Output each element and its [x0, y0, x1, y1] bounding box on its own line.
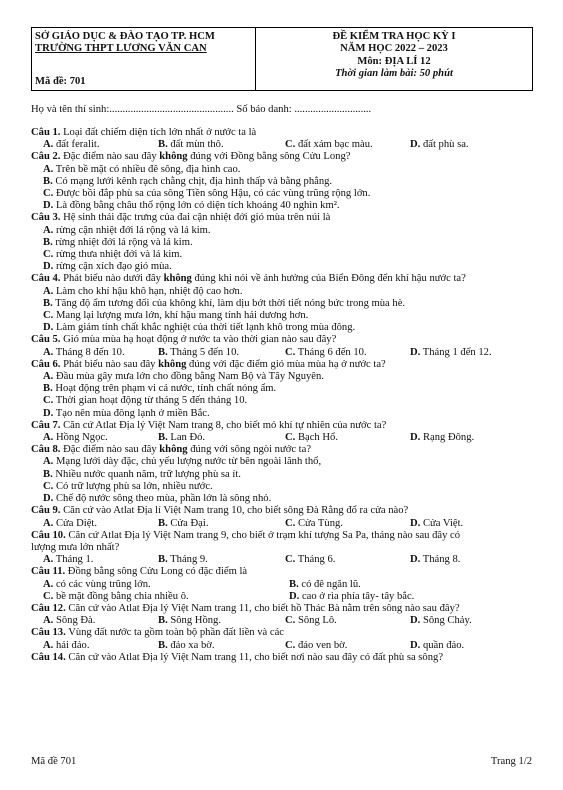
answer-option-a[interactable] — [31, 286, 533, 298]
option-text: Bạch Hổ. — [295, 432, 338, 444]
option-text: rừng nhiệt đới lá rộng và lá kim. — [52, 236, 193, 248]
option-letter: D. — [43, 261, 54, 273]
question-label: Câu 5. — [31, 334, 61, 346]
question-emphasis: không — [159, 444, 188, 456]
answer-option-c[interactable] — [285, 139, 410, 151]
answer-option-d[interactable] — [31, 408, 533, 420]
question-4 — [31, 273, 533, 334]
question-text: Hệ sinh thái đặc trưng của đai cận nhiệt đới gió mùa trên núi là — [60, 212, 331, 224]
header-left-box — [31, 27, 256, 91]
option-letter: B. — [43, 297, 53, 309]
options-row — [31, 591, 533, 603]
option-letter: D. — [410, 346, 421, 358]
answer-option-c[interactable] — [31, 310, 533, 322]
question-text: Đặc điểm nào sau đây — [60, 444, 160, 456]
question-emphasis: không — [158, 358, 187, 370]
option-text: Chế độ nước sông theo mùa, phần lớn là sông nhỏ. — [53, 493, 272, 505]
question-text: Căn cứ vào Atlat Địa lí Việt Nam trang 10, cho biết sông Đà Rằng đổ ra cửa nào? — [60, 505, 409, 517]
option-letter: D. — [410, 554, 421, 566]
option-text: Tháng 1 đến 12. — [420, 346, 492, 358]
answer-option-d[interactable] — [31, 200, 533, 212]
answer-option-c[interactable] — [285, 615, 410, 627]
option-letter: D. — [410, 517, 421, 529]
option-letter: D. — [410, 432, 421, 444]
option-letter: D. — [410, 139, 421, 151]
question-text: Vùng đất nước ta gồm toàn bộ phần đất liền và các — [65, 627, 284, 639]
question-9 — [31, 505, 533, 529]
question-8 — [31, 444, 533, 505]
question-label: Câu 14. — [31, 651, 66, 663]
option-text: Cửa Đại. — [167, 517, 209, 529]
answer-option-b[interactable] — [289, 579, 361, 591]
question-stem — [31, 627, 533, 639]
option-letter: D. — [43, 407, 54, 419]
option-text: Trên bề mặt có nhiều đê sông, địa hình cao. — [53, 163, 241, 175]
answer-option-c[interactable] — [285, 640, 410, 652]
footer-exam-code: Mã đề 701 — [31, 756, 77, 767]
question-label: Câu 11. — [31, 566, 66, 578]
question-stem — [31, 127, 533, 139]
answer-option-d[interactable] — [410, 615, 530, 627]
answer-option-b[interactable] — [31, 298, 533, 310]
option-letter: B. — [43, 236, 53, 248]
question-text: đúng với đặc điểm gió mùa mùa hạ ở nước ta? — [186, 358, 386, 370]
option-letter: A. — [43, 371, 54, 383]
question-stem — [31, 151, 533, 163]
option-letter: C. — [43, 310, 54, 322]
answer-option-a[interactable] — [31, 640, 158, 652]
question-text: Căn cứ Atlat Địa lý Việt Nam trang 9, cho biết ở trạm khí tượng Sa Pa, tháng nào sau đây có — [65, 529, 461, 541]
options-row — [31, 347, 533, 359]
header-right-box — [256, 27, 533, 91]
question-stem — [31, 444, 533, 456]
option-letter: D. — [43, 493, 54, 505]
option-text: Hồng Ngọc. — [53, 432, 108, 444]
option-letter: A. — [43, 432, 54, 444]
option-letter: B. — [158, 517, 168, 529]
answer-option-a[interactable] — [31, 615, 158, 627]
option-text: Sông Chảy. — [420, 615, 472, 627]
option-text: Có mạng lưới kênh rạch chằng chịt, địa hình thấp và bằng phẳng. — [52, 175, 333, 187]
option-text: Hoạt động trên phạm vi cả nước, tính chất nóng ẩm. — [52, 383, 277, 395]
option-letter: A. — [43, 285, 54, 297]
option-letter: B. — [43, 175, 53, 187]
question-14 — [31, 652, 533, 664]
question-text: Phát biểu nào dưới đây — [60, 273, 164, 285]
answer-option-a[interactable] — [31, 225, 533, 237]
question-11 — [31, 566, 533, 603]
answer-option-b[interactable] — [158, 640, 285, 652]
question-text: Căn cứ vào Atlat Địa lý Việt Nam trang 11, cho biết hồ Thác Bà nằm trên sông nào sau đây? — [65, 602, 460, 614]
option-letter: C. — [285, 432, 296, 444]
option-text: Mang lại lượng mưa lớn, khí hậu mang tính hải dương hơn. — [53, 310, 309, 322]
option-letter: B. — [289, 578, 299, 590]
option-text: Sông Lô. — [295, 615, 337, 627]
option-letter: D. — [410, 615, 421, 627]
answer-option-c[interactable] — [31, 481, 533, 493]
option-letter: D. — [410, 639, 421, 651]
option-text: Cửa Việt. — [420, 517, 464, 529]
answer-option-a[interactable] — [31, 347, 158, 359]
answer-option-a[interactable] — [31, 579, 289, 591]
option-letter: C. — [285, 517, 296, 529]
answer-option-d[interactable] — [31, 493, 533, 505]
question-emphasis: không — [163, 273, 192, 285]
option-letter: A. — [43, 615, 54, 627]
question-text: đúng với sông ngòi nước ta? — [187, 444, 312, 456]
question-6 — [31, 359, 533, 420]
option-text: đảo ven bờ. — [295, 639, 348, 651]
option-text: Làm cho khí hậu khô hạn, nhiệt độ cao hơn. — [53, 285, 243, 297]
answer-option-a[interactable] — [31, 456, 533, 468]
answer-option-b[interactable] — [158, 432, 285, 444]
student-info-line: Họ và tên thí sinh:............................................... Số báo danh: ............................. — [31, 104, 372, 115]
option-letter: B. — [158, 346, 168, 358]
question-10 — [31, 530, 533, 567]
option-letter: A. — [43, 224, 54, 236]
question-1 — [31, 127, 533, 151]
question-2 — [31, 151, 533, 212]
question-label: Câu 12. — [31, 602, 66, 614]
question-label: Câu 10. — [31, 529, 66, 541]
exam-title: ĐỀ KIỂM TRA HỌC KỲ I — [332, 31, 456, 42]
question-stem — [31, 530, 533, 542]
answer-option-c[interactable] — [285, 554, 410, 566]
question-text: đúng khi nói về ảnh hưởng của Biển Đông đến khí hậu nước ta? — [191, 273, 466, 285]
option-text: Thời gian hoạt động từ tháng 5 đến tháng 10. — [53, 395, 248, 407]
answer-option-d[interactable] — [410, 347, 530, 359]
option-letter: C. — [285, 554, 296, 566]
option-text: Tháng 9. — [167, 554, 208, 566]
option-letter: A. — [43, 517, 54, 529]
option-letter: C. — [285, 615, 296, 627]
option-text: Mạng lưới dày đặc, chủ yếu lượng nước từ bên ngoài lãnh thổ, — [53, 456, 322, 468]
option-letter: A. — [43, 139, 54, 151]
question-stem — [31, 566, 533, 578]
option-text: Được bồi đắp phù sa của sông Tiền sông Hậu, có các vùng trũng rộng lớn. — [53, 188, 371, 200]
option-letter: C. — [43, 188, 54, 200]
option-text: Tháng 6. — [295, 554, 336, 566]
question-text: Đặc điểm nào sau đây — [60, 151, 160, 163]
option-letter: C. — [43, 249, 54, 261]
question-stem — [31, 359, 533, 371]
option-text: Sông Hồng. — [167, 615, 221, 627]
option-text: đất feralit. — [53, 139, 100, 151]
option-text: Đầu mùa gây mưa lớn cho đồng bằng Nam Bộ và Tây Nguyên. — [53, 371, 324, 383]
answer-option-d[interactable] — [410, 554, 530, 566]
school-year: NĂM HỌC 2022 – 2023 — [340, 43, 448, 54]
answer-option-b[interactable] — [158, 615, 285, 627]
option-text: có các vùng trũng lớn. — [53, 578, 151, 590]
option-text: Cửa Tùng. — [295, 517, 343, 529]
answer-option-a[interactable] — [31, 139, 158, 151]
question-stem — [31, 212, 533, 224]
answer-option-c[interactable] — [285, 432, 410, 444]
option-letter: B. — [158, 615, 168, 627]
option-letter: A. — [43, 578, 54, 590]
option-text: Nhiều nước quanh năm, trữ lượng phù sa ít. — [52, 468, 241, 480]
option-letter: A. — [43, 554, 54, 566]
answer-option-a[interactable] — [31, 432, 158, 444]
option-text: Tháng 1. — [53, 554, 94, 566]
question-label: Câu 9. — [31, 505, 61, 517]
option-letter: B. — [158, 432, 168, 444]
option-letter: A. — [43, 163, 54, 175]
options-row — [31, 432, 533, 444]
question-label: Câu 13. — [31, 627, 66, 639]
option-letter: C. — [43, 395, 54, 407]
answer-option-d[interactable] — [31, 261, 533, 273]
answer-option-b[interactable] — [158, 347, 285, 359]
question-label: Câu 8. — [31, 444, 61, 456]
answer-option-c[interactable] — [31, 188, 533, 200]
school-name: TRƯỜNG THPT LƯƠNG VĂN CAN — [35, 43, 207, 54]
option-text: bề mặt đồng bằng chia nhiều ô. — [53, 590, 189, 602]
option-letter: B. — [43, 468, 53, 480]
question-stem — [31, 273, 533, 285]
time-limit: Thời gian làm bài: 50 phút — [335, 68, 453, 79]
option-letter: B. — [158, 639, 168, 651]
answer-option-b[interactable] — [31, 469, 533, 481]
option-text: rừng cận xích đạo gió mùa. — [53, 261, 172, 273]
answer-option-a[interactable] — [31, 164, 533, 176]
option-text: Có trữ lượng phù sa lớn, nhiều nước. — [53, 480, 213, 492]
question-label: Câu 1. — [31, 127, 61, 138]
question-label: Câu 4. — [31, 273, 61, 285]
department-name: SỞ GIÁO DỤC & ĐÀO TẠO TP. HCM — [35, 31, 215, 42]
option-letter: C. — [43, 480, 54, 492]
question-list — [31, 127, 533, 664]
question-text: Căn cứ Atlat Địa lý Việt Nam trang 8, cho biết mỏ khí tự nhiên của nước ta? — [60, 419, 387, 431]
option-letter: A. — [43, 456, 54, 468]
option-text: Tăng độ ẩm tương đối của không khí, làm dịu bớt thời tiết nóng bức trong mùa hè. — [52, 297, 406, 309]
answer-option-c[interactable] — [285, 518, 410, 530]
footer-page-number: Trang 1/2 — [490, 756, 532, 767]
option-letter: A. — [43, 639, 54, 651]
answer-option-a[interactable] — [31, 371, 533, 383]
question-5 — [31, 334, 533, 358]
question-text: Loại đất chiếm diện tích lớn nhất ở nước ta là — [60, 127, 257, 138]
option-text: Rạng Đông. — [420, 432, 475, 444]
option-text: Tạo nên mùa đông lạnh ở miền Bắc. — [53, 407, 210, 419]
question-stem — [31, 505, 533, 517]
option-text: đất phù sa. — [420, 139, 469, 151]
option-letter: D. — [289, 590, 300, 602]
option-text: đất xám bạc màu. — [295, 139, 373, 151]
question-label: Câu 6. — [31, 358, 61, 370]
options-row — [31, 640, 533, 652]
answer-option-c[interactable] — [31, 249, 533, 261]
options-row — [31, 139, 533, 151]
option-text: Cửa Diệt. — [53, 517, 98, 529]
answer-option-d[interactable] — [410, 432, 530, 444]
question-text: Đồng bằng sông Cửu Long có đặc điểm là — [65, 566, 248, 578]
question-text: đúng với Đồng bằng sông Cửu Long? — [187, 151, 351, 163]
question-stem — [31, 603, 533, 615]
option-text: Sông Đà. — [53, 615, 96, 627]
answer-option-b[interactable] — [31, 176, 533, 188]
answer-option-d[interactable] — [410, 518, 530, 530]
option-letter: A. — [43, 346, 54, 358]
option-text: đất mùn thô. — [167, 139, 224, 151]
question-label: Câu 3. — [31, 212, 61, 224]
answer-option-b[interactable] — [158, 518, 285, 530]
question-text: Căn cứ vào Atlat Địa lý Việt Nam trang 11, cho biết nơi nào sau đây có đất phù sa sông? — [65, 651, 444, 663]
option-text: hải đảo. — [53, 639, 90, 651]
option-letter: C. — [285, 639, 296, 651]
question-text-continued: lượng mưa lớn nhất? — [31, 541, 120, 553]
option-letter: D. — [43, 200, 54, 212]
option-letter: B. — [43, 383, 53, 395]
question-text: Gió mùa mùa hạ hoạt động ở nước ta vào thời gian nào sau đây? — [60, 334, 337, 346]
option-letter: C. — [43, 590, 54, 602]
options-row — [31, 615, 533, 627]
question-label: Câu 2. — [31, 151, 61, 163]
answer-option-d[interactable] — [289, 591, 414, 603]
answer-option-a[interactable] — [31, 554, 158, 566]
answer-option-b[interactable] — [31, 383, 533, 395]
answer-option-c[interactable] — [31, 591, 289, 603]
option-text: Tháng 5 đến 10. — [167, 346, 240, 358]
question-12 — [31, 603, 533, 627]
option-text: Tháng 8. — [420, 554, 461, 566]
option-letter: C. — [285, 139, 296, 151]
option-text: Tháng 6 đến 10. — [295, 346, 367, 358]
answer-option-c[interactable] — [31, 395, 533, 407]
option-text: Tháng 8 đến 10. — [53, 346, 125, 358]
question-text: Phát biểu nào sau đây — [60, 358, 159, 370]
option-text: rừng cận nhiệt đới lá rộng và lá kim. — [53, 224, 211, 236]
option-letter: D. — [43, 322, 54, 334]
option-letter: B. — [158, 139, 168, 151]
answer-option-d[interactable] — [31, 322, 533, 334]
answer-option-d[interactable] — [410, 640, 530, 652]
answer-option-b[interactable] — [158, 139, 285, 151]
answer-option-c[interactable] — [285, 347, 410, 359]
option-text: có đê ngăn lũ. — [298, 578, 361, 590]
question-3 — [31, 212, 533, 273]
question-label: Câu 7. — [31, 419, 61, 431]
subject: Môn: ĐỊA LÍ 12 — [357, 56, 431, 67]
option-text: cao ở rìa phía tây- tây bắc. — [299, 590, 415, 602]
option-letter: C. — [285, 346, 296, 358]
option-text: Làm giảm tính chất khắc nghiệt của thời tiết lạnh khô trong mùa đông. — [53, 322, 356, 334]
option-letter: B. — [158, 554, 168, 566]
option-text: Lan Đỏ. — [167, 432, 206, 444]
question-stem — [31, 334, 533, 346]
answer-option-b[interactable] — [31, 237, 533, 249]
answer-option-d[interactable] — [410, 139, 530, 151]
answer-option-b[interactable] — [158, 554, 285, 566]
options-row — [31, 518, 533, 530]
exam-code: Mã đề: 701 — [35, 76, 86, 87]
question-stem — [31, 420, 533, 432]
option-text: rừng thưa nhiệt đới và lá kim. — [53, 249, 183, 261]
option-text: Là đồng bằng châu thổ rộng lớn có diện tích khoảng 40 nghìn km². — [53, 200, 340, 212]
question-stem — [31, 652, 533, 664]
option-text: quần đảo. — [420, 639, 465, 651]
answer-option-a[interactable] — [31, 518, 158, 530]
question-emphasis: không — [159, 151, 188, 163]
question-7 — [31, 420, 533, 444]
options-row — [31, 554, 533, 566]
question-13 — [31, 627, 533, 651]
options-row — [31, 579, 533, 591]
option-text: đảo xa bờ. — [167, 639, 215, 651]
